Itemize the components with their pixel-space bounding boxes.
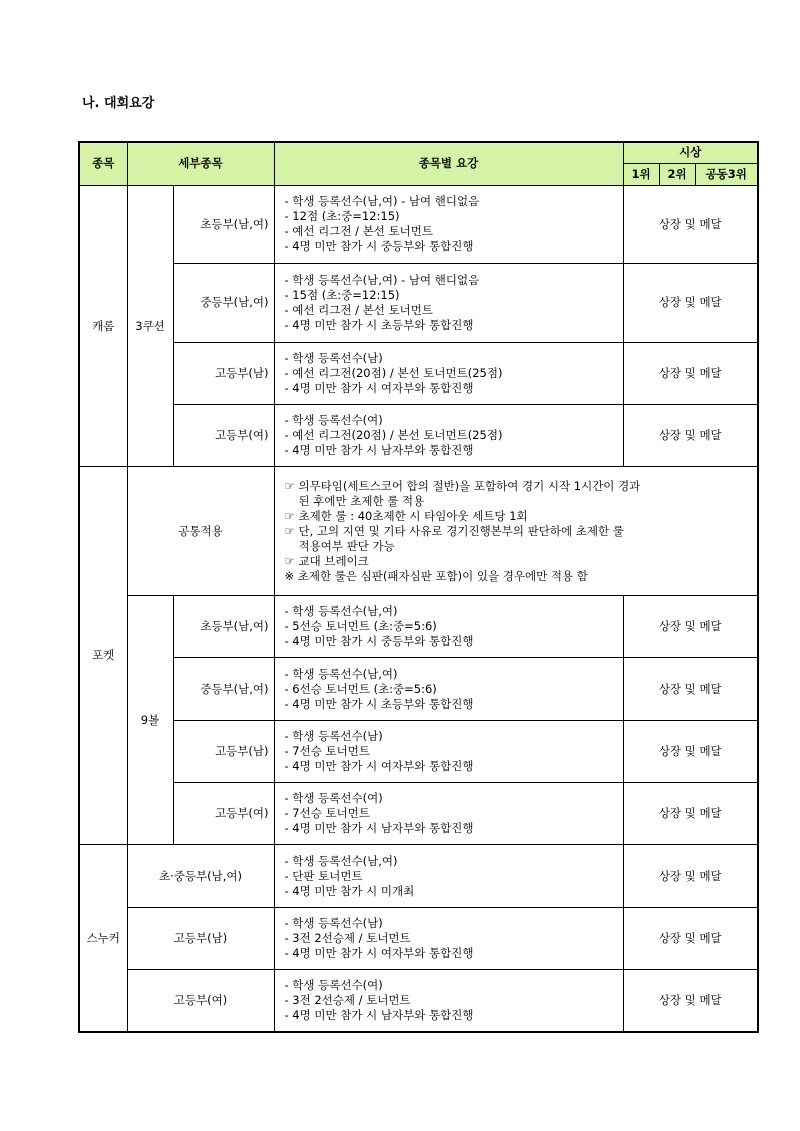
requirements-cell: - 학생 등록선수(남) - 7선승 토너먼트 - 4명 미만 참가 시 여자부와 통합진행	[274, 720, 623, 782]
award-cell: 상장 및 메달	[623, 185, 758, 263]
division-label: 초등부(남,여)	[173, 596, 274, 658]
requirements-cell: - 학생 등록선수(남,여) - 6선승 토너먼트 (초:중=5:6) - 4명 미만 참가 시 초등부와 통합진행	[274, 658, 623, 720]
division-label: 고등부(남)	[173, 720, 274, 782]
requirements-cell: - 학생 등록선수(남,여) - 5선승 토너먼트 (초:중=5:6) - 4명 미만 참가 시 중등부와 통합진행	[274, 596, 623, 658]
header-event: 종목	[79, 142, 127, 185]
requirements-cell: - 학생 등록선수(남,여) - 남여 핸디없음 - 15점 (초:중=12:15) - 예선 리그전 / 본선 토너먼트 - 4명 미만 참가 시 초등부와 통합진행	[274, 264, 623, 342]
header-award: 시상	[623, 142, 758, 163]
pocket-label: 포켓	[79, 467, 127, 845]
header-first-place: 1위	[623, 163, 659, 185]
division-label: 고등부(여)	[173, 783, 274, 845]
common-rules-label: 공통적용	[127, 467, 274, 596]
award-cell: 상장 및 메달	[623, 404, 758, 466]
pocket-type: 9볼	[127, 596, 173, 845]
division-label: 초등부(남,여)	[173, 185, 274, 263]
header-requirements: 종목별 요강	[274, 142, 623, 185]
award-cell: 상장 및 메달	[623, 970, 758, 1032]
division-label: 고등부(여)	[173, 404, 274, 466]
award-cell: 상장 및 메달	[623, 845, 758, 907]
division-label: 중등부(남,여)	[173, 658, 274, 720]
division-label: 고등부(남)	[173, 342, 274, 404]
requirements-cell: - 학생 등록선수(여) - 7선승 토너먼트 - 4명 미만 참가 시 남자부와 통합진행	[274, 783, 623, 845]
carom-type: 3쿠션	[127, 185, 173, 467]
section-heading: 나. 대회요강	[82, 96, 155, 111]
division-label: 초·중등부(남,여)	[127, 845, 274, 907]
division-label: 중등부(남,여)	[173, 264, 274, 342]
snooker-label: 스누커	[79, 845, 127, 1032]
award-cell: 상장 및 메달	[623, 264, 758, 342]
requirements-cell: - 학생 등록선수(남,여) - 단판 토너먼트 - 4명 미만 참가 시 미개최	[274, 845, 623, 907]
header-sub-event: 세부종목	[127, 142, 274, 185]
requirements-cell: - 학생 등록선수(남) - 3전 2선승제 / 토너먼트 - 4명 미만 참가 시 여자부와 통합진행	[274, 907, 623, 969]
award-cell: 상장 및 메달	[623, 658, 758, 720]
award-cell: 상장 및 메달	[623, 783, 758, 845]
division-label: 고등부(남)	[127, 907, 274, 969]
requirements-cell: - 학생 등록선수(남) - 예선 리그전(20점) / 본선 토너먼트(25점) - 4명 미만 참가 시 여자부와 통합진행	[274, 342, 623, 404]
header-second-place: 2위	[659, 163, 695, 185]
header-third-place: 공동3위	[695, 163, 758, 185]
competition-table	[78, 141, 759, 1033]
common-rules-cell: ☞ 의무타임(세트스코어 합의 절반)을 포함하여 경기 시작 1시간이 경과 된 후에만 초제한 룰 적용 ☞ 초제한 룰 : 40초제한 시 타임아웃 세트당 1회 ☞ 단, 고의 지연 및 기타 사유로 경기진행본부의 판단하에 초제한 룰 적용여부 판단 가능 ☞ 교대 브레이크 ※ 초제한 룰은 심판(패자심판 포함)이 있을 경우에만 적용 함	[274, 467, 758, 596]
award-cell: 상장 및 메달	[623, 596, 758, 658]
award-cell: 상장 및 메달	[623, 342, 758, 404]
requirements-cell: - 학생 등록선수(여) - 3전 2선승제 / 토너먼트 - 4명 미만 참가 시 남자부와 통합진행	[274, 970, 623, 1032]
division-label: 고등부(여)	[127, 970, 274, 1032]
award-cell: 상장 및 메달	[623, 907, 758, 969]
requirements-cell: - 학생 등록선수(여) - 예선 리그전(20점) / 본선 토너먼트(25점) - 4명 미만 참가 시 남자부와 통합진행	[274, 404, 623, 466]
requirements-cell: - 학생 등록선수(남,여) - 남여 핸디없음 - 12점 (초:중=12:15) - 예선 리그전 / 본선 토너먼트 - 4명 미만 참가 시 중등부와 통합진행	[274, 185, 623, 263]
carom-label: 캐롬	[79, 185, 127, 467]
award-cell: 상장 및 메달	[623, 720, 758, 782]
